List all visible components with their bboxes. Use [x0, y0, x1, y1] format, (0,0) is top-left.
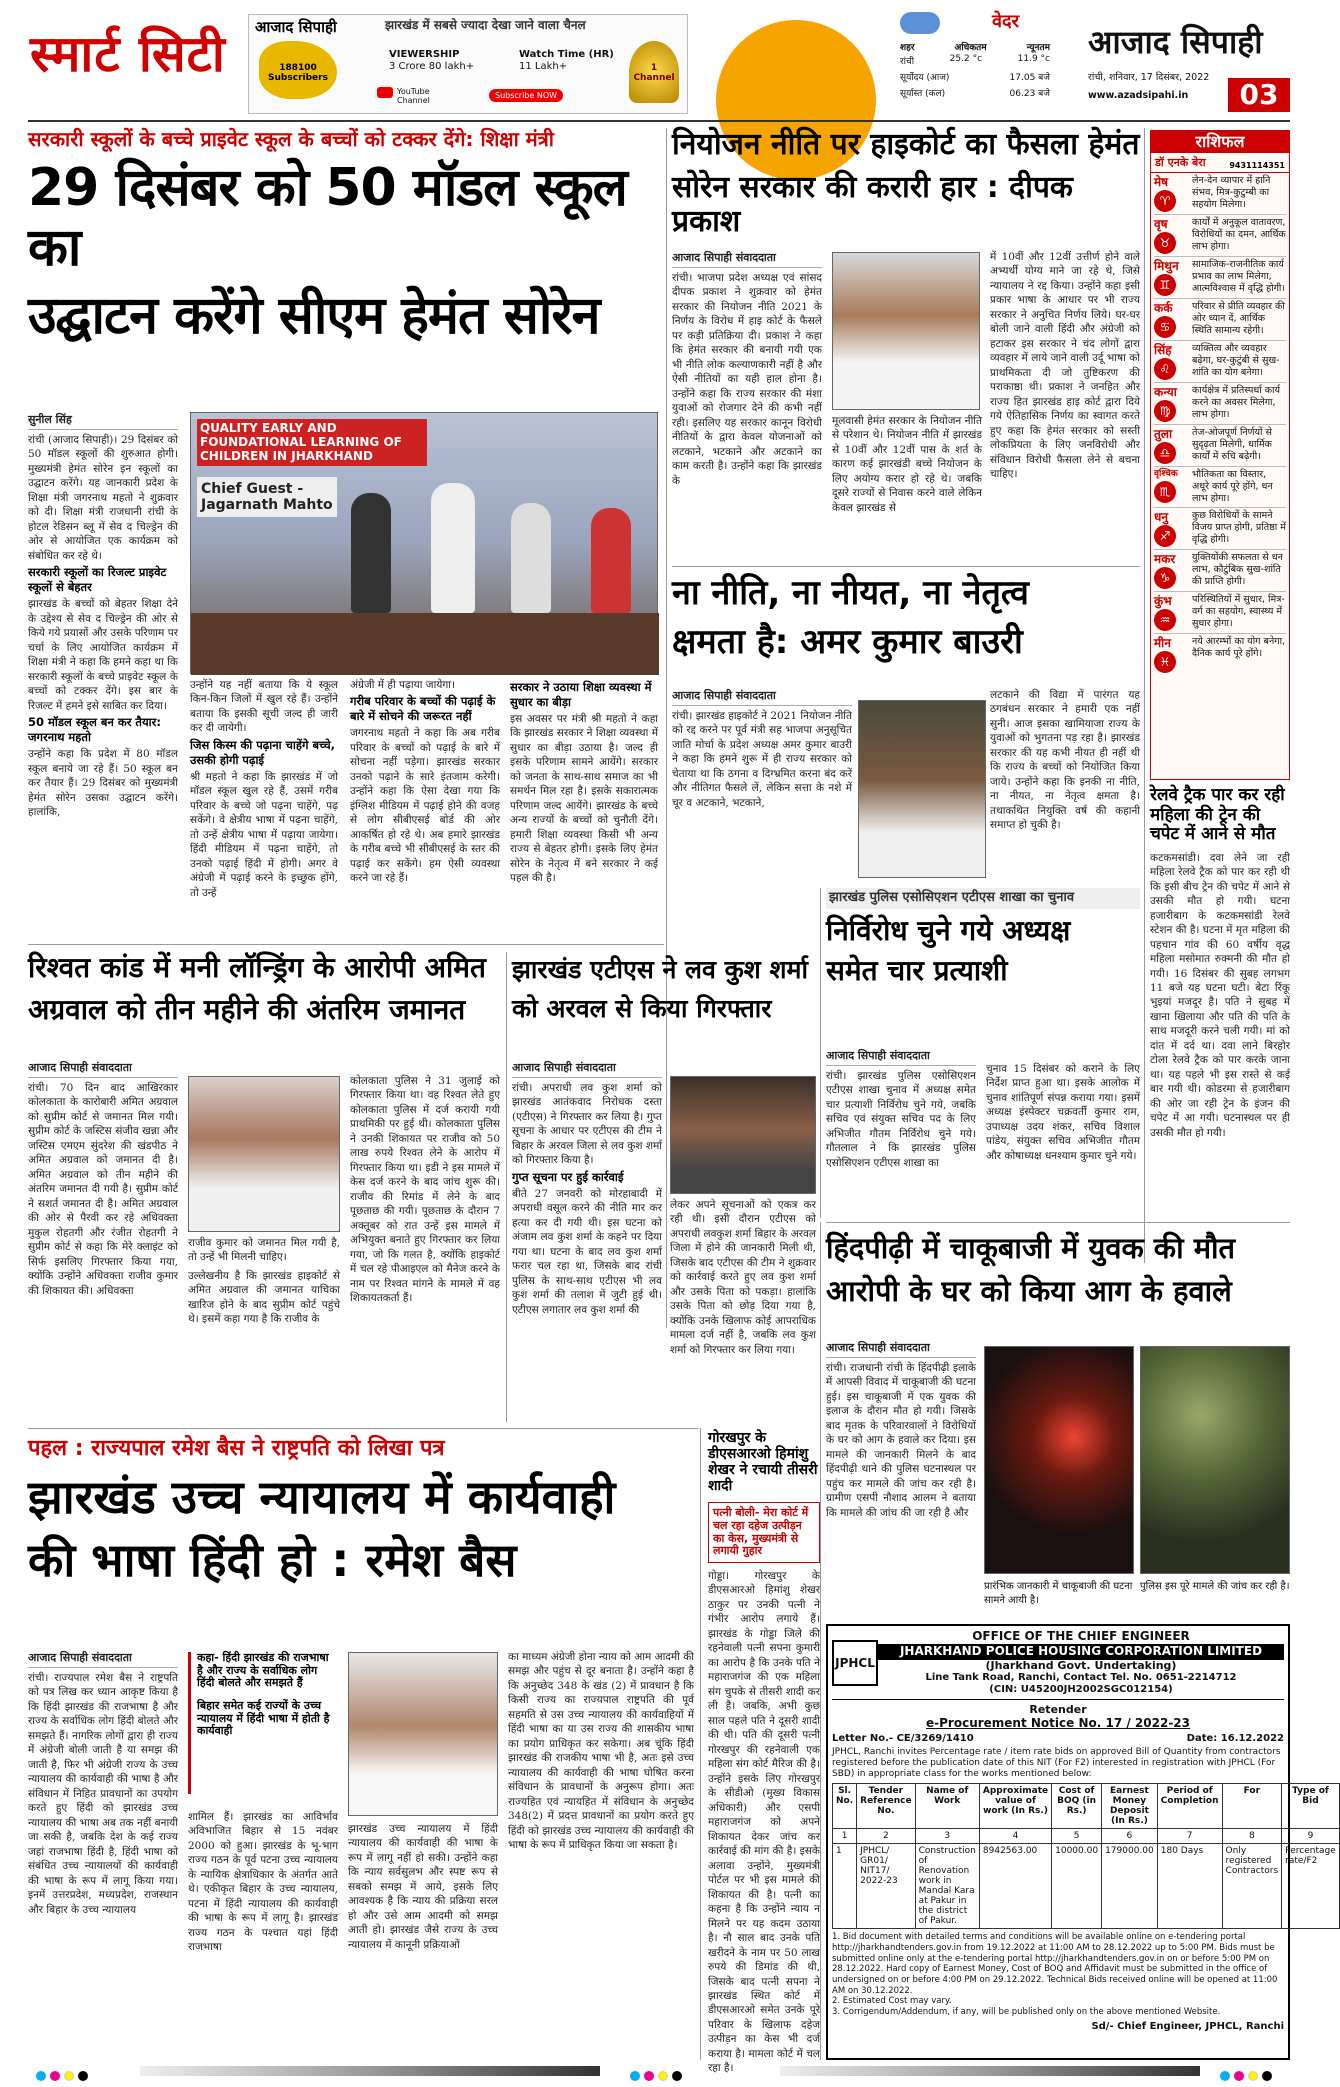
rashi-text: परिस्थितियों में सुधार, मित्र-वर्ग का सहयोग, स्वास्थ्य में सुधार होगा। [1192, 594, 1285, 629]
language-col-4 [508, 1650, 694, 2060]
libra-icon: ♎ [1154, 442, 1176, 464]
lead-col1-text: रांची (आजाद सिपाही)। 29 दिसंबर को 50 मॉडल स्कूलों की शुरुआत होगी। मुख्यमंत्री हेमंत सोरेन इन स्कूलों का उद्घाटन करेंगे। यह जानकारी प्रदेश के शिक्षा मंत्री जगरनाथ महतो ने शुक्रवार को दी। शिक्षा मंत्री राजधानी रांची के होटल रेडिसन ब्लू में सेव द चिल्ड्रेन की ओर से आयोजित एक कार्यक्रम को संबोधित कर रहे थे। [28, 434, 178, 562]
masthead [0, 0, 1325, 122]
tender-th: Cost of BOQ (in Rs.) [1052, 1784, 1102, 1829]
rashi-name: कर्क [1154, 301, 1173, 316]
gorakhpur-body: गोड्डा। गोरखपुर के डीएसआरओ हिमांशु शेखर ठाकुर पर उनकी पत्नी ने गंभीर आरोप लगाये हैं। झारखंड के गोड्डा जिले की रहनेवाली पत्नी सपना कुमारी का आरोप है कि उनके पति ने महाराजगंज की एक महिला संग चुपके से तीसरी शादी कर ली है। जबकि, अभी कुछ साल पहले पति ने दूसरी शादी की थी। पति की दूसरी पत्नी गोरखपुर की रहनेवाली एक महिला संग कोर्ट मैरिज की है। उन्होंने इसके लिए गोरखपुर के सीडीओ (मुख्य विकास अधिकारी) और एसपी महाराजगंज को अपने शिकायत देकर जांच कर कार्रवाई की मांग की है। इसके अलावा उन्होंने, मुख्यमंत्री पोर्टल पर भी इस मामले की शिकायत की है। पत्नी का कहना है कि उन्होंने न्याय न मिलने पर यह कदम उठाया है। नौ साल बाद उनके पति खरीदने के नाम पर 50 लाख रुपये की डिमांड की थी, जिसके बाद पत्नी सपना ने झारखंड स्थित कोर्ट में डीएसआरओ समेत उनके पूरे परिवार के खिलाफ दहेज उत्पीड़न का केस भी दर्ज कराया है। मामला कोर्ट में चल रहा है। [708, 1569, 820, 2075]
registration-marks-left [36, 2066, 92, 2085]
rashi-row [1154, 341, 1286, 383]
watch-time-label: Watch Time (HR) [519, 49, 614, 60]
rashi-name: वृश्चिक [1154, 469, 1178, 480]
rashifal-box [1150, 130, 1290, 780]
banner-text: QUALITY EARLY AND FOUNDATIONAL LEARNING OF CHILDREN IN JHARKHAND [197, 419, 427, 466]
tender-note-1: 1. Bid document with detailed terms and conditions will be available online on e-tendering portal http://jharkhandtenders.gov.in from 19.12.2022 at 11:00 AM to 28.12.2022 up to 5:00 PM. Bids must be submitted online only at the e-tendering portal http://jharkhandtenders.gov.in on or before 5:00 PM on 28.12.2022. Hard copy of Earnest Money, Cost of BOQ and Affidavit must be submitted in the office of undersigned on or before 4:00 PM on 29.12.2022. Technical Bids received online will be opened at 11:00 AM on 30.12.2022. [832, 1932, 1278, 1996]
lead-subhead-2: 50 मॉडल स्कूल बन कर तैयार: जगरनाथ महतो [28, 715, 161, 745]
rashi-name: मेष [1154, 175, 1169, 190]
tender-th: Earnest Money Deposit (In Rs.) [1102, 1784, 1158, 1829]
rashi-row [1154, 257, 1286, 299]
lead-subhead-3: जिस किस्म की पढ़ाना चाहेंगे बच्चे, उसकी होगी पढ़ाई [190, 737, 336, 767]
lead-event-photo [190, 412, 658, 674]
bauri-col1-text: रांची। झारखंड हाइकोर्ट ने 2021 नियोजन नीति को रद्द करने पर पूर्व मंत्री सह भाजपा अनुसूचित जाति मोर्चा के प्रदेश अध्यक्ष अमर कुमार बाउरी ने कहा कि हमने शुरू में ही राज्य सरकार को चेताया था कि ठगना व दिग्भ्रमित करना बंद करें और नीतिगत फैसले लें, लेकिन सत्ता के नशे में चूर व अटकाने, भटकाने, [672, 710, 852, 809]
tender-address: Line Tank Road, Ranchi, Contact Tel. No. 0651-2214712 [925, 1672, 1237, 1684]
tender-date: Date: 16.12.2022 [1186, 1732, 1284, 1744]
viewership-label: VIEWERSHIP [389, 49, 460, 60]
bauri-col-1 [672, 688, 852, 878]
language-col-1 [28, 1650, 178, 2060]
tender-th: Sl. No. [833, 1784, 857, 1829]
bauri-col2-text: लटकाने की विद्या में पारंगत यह ठगबंधन सरकार ने हमारी एक नहीं सुनी। आज इसका खामियाजा राज्य के युवाओं को भुगतना पड़ रहा है। झारखंड सरकार की यह कभी नीयत ही नहीं थी कि राज्य के बच्चों को नियोजित किया जाये। उन्होंने कहा कि इनकी ना नीति, ना नीयत, ना नेतृत्व क्षमता है। तथाकथित नियुक्ति वर्ष की कहानी समाप्त हो चुकी है। [990, 689, 1140, 832]
rashi-name: सिंह [1154, 343, 1172, 358]
lead-col1c-text: उन्होंने कहा कि प्रदेश में 80 मॉडल स्कूल बनाये जा रहे हैं। 50 स्कूल बन कर तैयार हैं। 29 दिसंबर को मुख्यमंत्री हेमंत सोरेन उसका उद्घाटन करेंगे। हालांकि, [28, 748, 178, 819]
rishwat-col3-text: कोलकाता पुलिस ने 31 जुलाई को गिरफ्तार किया था। वह रिश्वत लेते हुए कोलकाता पुलिस में दर्ज करायी गयी प्राथमिकी पर हुई थी। कोलकाता पुलिस ने उनकी शिकायत पर राजीव को 50 लाख रुपये रिश्वत लेने के आरोप में गिरफ्तार किया था। इडी ने इस मामले में केस दर्ज करने के बाद जांच शुरू की। राजीव की रिमांड में लेने के बाद पूछताछ की गयी। पूछताछ के दौरान 7 अक्तूबर को रात उन्हें इस मामले में अभियुक्त बनाते हुए गिरफ्तार कर लिया गया, जो कि गलत है, क्योंकि हाइकोर्ट में चल रहे पीआइएल को मैनेज करने के नाम पर रिश्वत मांगने के मामले में वह शिकायतकर्ता हैं। [350, 1075, 500, 1305]
lead-col-2 [190, 678, 338, 938]
ats-col-2 [670, 1198, 816, 1422]
niyojan-col-3 [990, 250, 1140, 562]
stabbing-caption-2: पुलिस इस पूरे मामले की जांच कर रही है। [1140, 1581, 1290, 1592]
weather-header-max: अधिकतम [954, 43, 987, 53]
tender-cell: Only registered Contractors [1222, 1844, 1282, 1929]
stabbing-story [826, 1232, 1290, 1309]
gorakhpur-headline: गोरखपुर के डीएसआरओ हिमांशु शेखर ने रचायी तीसरी शादी [708, 1430, 818, 1495]
tender-th: Period of Completion [1157, 1784, 1222, 1829]
lead-col3-text: अंग्रेजी में ही पढ़ाया जायेगा। [350, 679, 455, 691]
niyojan-col-2 [832, 414, 982, 562]
tender-col-number: 5 [1052, 1829, 1102, 1844]
rashi-text: परिवार से प्रीति व्यवहार की ओर ध्यान दें, आर्थिक स्थिति सामान्य रहेगी। [1192, 301, 1285, 337]
sagittarius-icon: ♐ [1154, 525, 1176, 547]
police-assoc-headline-1: निर्विरोध चुने गये अध्यक्ष [826, 913, 1071, 947]
tender-cell: Percentage rate/F2 [1282, 1844, 1340, 1929]
lead-subhead-5: सरकार ने उठाया शिक्षा व्यवस्था में सुधार का बीड़ा [510, 680, 652, 709]
tender-cell: 8942563.00 [979, 1844, 1051, 1929]
tender-table [832, 1783, 1340, 1929]
language-quote-box [188, 1652, 338, 1794]
tender-notice-no: e-Procurement Notice No. 17 / 2022-23 [926, 1715, 1190, 1730]
police-assoc-headline-2: समेत चार प्रत्याशी [826, 954, 1008, 988]
lead-headline-2: उद्घाटन करेंगे सीएम हेमंत सोरेन [28, 285, 600, 346]
police-assoc-kicker: झारखंड पुलिस एसोसिएशन एटीएस शाखा का चुनाव [826, 888, 1140, 909]
weather-min: 11.9 °c [1017, 54, 1050, 64]
language-quote-2: बिहार समेत कई राज्यों के उच्च न्यायालय में हिंदी भाषा में होती है कार्यवाही [197, 1698, 330, 1738]
lead-kicker: सरकारी स्कूलों के बच्चे प्राइवेट स्कूल के बच्चों को टक्कर देंगे: शिक्षा मंत्री [28, 127, 554, 151]
niyojan-headline-1: नियोजन नीति पर हाइकोर्ट का फैसला हेमंत [672, 127, 1140, 162]
gorakhpur-box: पत्नी बोली- मेरा कोर्ट में चल रहा दहेज उत्पीड़न का केस, मुख्यमंत्री से लगायी गुहार [708, 1502, 820, 1563]
language-col-3 [348, 1822, 498, 2060]
weather-header-min: न्यूनतम [1026, 43, 1050, 53]
channel-tagline: झारखंड में सबसे ज्यादा देखा जाने वाला चैनल [385, 18, 586, 32]
watch-time-value: 11 Lakh+ [519, 60, 568, 72]
railway-headline: रेलवे ट्रैक पार कर रही महिला की ट्रेन की चपेट में आने से मौत [1150, 785, 1285, 845]
rishwat-headline-1: रिश्वत कांड में मनी लॉन्ड्रिंग के आरोपी अमित [28, 951, 486, 984]
lead-byline: सुनील सिंह [28, 412, 178, 430]
rashi-name: धनु [1154, 510, 1169, 525]
rashi-text: भौतिकता का विस्तार, अधूरे कार्य पूरे होंगे, धन लाभ होगा। [1192, 469, 1273, 505]
fire-photo [984, 1346, 1134, 1574]
pisces-icon: ♓ [1154, 651, 1176, 673]
rashifal-list [1151, 173, 1289, 675]
rashi-name: वृष [1154, 217, 1168, 232]
rashi-text: कार्यों में अनुकूल वातावरण, विरोधियों का दमन, आर्थिक लाभ होगा। [1192, 217, 1286, 253]
weather-cloud-icon [900, 12, 940, 34]
language-kicker: राज्यपाल रमेश बैस ने राष्ट्रपति को लिखा पत्र [91, 1436, 445, 1461]
weather-title: वेदर [992, 11, 1019, 32]
youtube-label: YouTube Channel [397, 87, 430, 105]
section-title: स्मार्ट सिटी [30, 25, 226, 83]
weather-max: 25.2 °c [949, 54, 983, 64]
rashi-row [1154, 173, 1286, 215]
rashi-text: लेन-देन व्यापार में हानि संभव, मित्र-कुटुम्बी का सहयोग मिलेगा। [1192, 175, 1271, 211]
rashi-row [1154, 425, 1286, 467]
lead-col2b-text: श्री महतो ने कहा कि झारखंड में जो मॉडल स्कूल खुल रहे हैं, उसमें गरीब परिवार के बच्चे जो पढ़ना चाहेंगे, पढ़ सकेंगे। वे क्षेत्रीय भाषा में पढ़ना चाहेंगे, तो उन्हें क्षेत्रीय भाषा में पढ़ाया जायेगा। हिंदी मीडियम में पढ़ना चाहेंगे, तो उनको पढ़ाई हिंदी में होगी। अगर वे अंग्रेजी में पढ़ाई करने के इच्छुक होंगे, तो उन्हें [190, 770, 338, 899]
language-kicker-label: पहल : [28, 1436, 84, 1461]
stabbing-byline: आजाद सिपाही संवाददाता [826, 1340, 976, 1358]
aries-icon: ♈ [1154, 190, 1176, 212]
cancer-icon: ♋ [1154, 316, 1176, 338]
leo-icon: ♌ [1154, 358, 1176, 380]
weather-city: रांची [900, 57, 915, 67]
tender-col-number: 9 [1282, 1829, 1340, 1844]
lead-col-3 [350, 678, 500, 938]
tender-govt: (Jharkhand Govt. Undertaking) [985, 1658, 1177, 1672]
sunrise-time: 17.05 बजे [1009, 73, 1050, 83]
language-col2-text: शामिल हैं। झारखंड का आविर्भाव अविभाजित बिहार से 15 नवंबर 2000 को हुआ। झारखंड के भू-भाग राज्य गठन के पूर्व पटना उच्च न्यायालय के न्यायिक क्षेत्राधिकार के अंतर्गत आते थे। एकीकृत बिहार के उच्च न्यायालय, पटना में हिंदी न्यायालय की कार्यवाही की भाषा के रूप में लागू है। झारखंड राज्य गठन के पश्चात यहां हिंदी राजभाषा [188, 1811, 338, 1954]
police-assoc-col1-text: रांची। झारखंड पुलिस एसोसिएशन एटीएस शाखा चुनाव में अध्यक्ष समेत चार प्रत्याशी निर्विरोध चुने गये, जबकि सचिव एवं संयुक्त सचिव पद के लिए अभिजीत गौतम निर्विरोध चुने गये। गौतलाल ने कि झारखंड पुलिस एसोसिएशन एटीएस शाखा का [826, 1070, 976, 1169]
ats-col2-text: लेकर अपने सूचनाओं को एकत्र कर रही थी। इसी दौरान एटीएस को अपराधी लवकुश शर्मा बिहार के अरवल जिला में होने की जानकारी मिली थी, जिसके बाद एटीएस की टीम ने शुक्रवार को कार्रवाई करते हुए लव कुश शर्मा और उसके पिता को पकड़ा। हालांकि उसके पिता को छोड़ दिया गया है, क्योंकि उनके खिलाफ कोई आपराधिक मामला दर्ज नहीं है, जबकि लव कुश शर्मा को गिरफ्तार कर लिया गया। [670, 1199, 816, 1356]
niyojan-headline-2: सोरेन सरकार की करारी हार : दीपक प्रकाश [672, 169, 1073, 239]
tender-signature: Sd/- Chief Engineer, JPHCL, Ranchi [1091, 2021, 1284, 2033]
stabbing-col1-text: रांची। राजधानी रांची के हिंदपीढ़ी इलाके में आपसी विवाद में चाकूबाजी की घटना हुई। इस चाकूबाजी में एक युवक की इलाज के दौरान मौत हो गयी। जिसके बाद मृतक के परिवारवालों ने विरोधियों के घर को आग के हवाले कर दिया। इस मामले की जानकारी मिलने के बाद हिंदपीढ़ी थाने की पुलिस घटनास्थल पर पहुंच कर मामले की जांच कर रही है। ग्रामीण एसपी नौशाद आलम ने बताया कि मामले की जांच की जा रही है और [826, 1362, 976, 1519]
police-assoc-col-1 [826, 1048, 976, 1218]
railway-story [1150, 786, 1290, 1261]
tree-photo [1140, 1346, 1290, 1574]
language-col-2 [188, 1810, 338, 2060]
rashi-row [1154, 467, 1286, 508]
gemini-icon: ♊ [1154, 274, 1176, 296]
tender-cell: 179000.00 [1102, 1844, 1158, 1929]
lead-col1b-text: झारखंड के बच्चों को बेहतर शिक्षा देने के उद्देश्य से सेव द चिल्ड्रेन की ओर से किये गये प्रयासों और उसके परिणाम पर चर्चा के लिए आयोजित कार्यक्रम में शिक्षा मंत्री ने कहा कि हमने कहा था कि सरकारी स्कूलों के बच्चे प्राइवेट स्कूल के बच्चों को टक्कर देंगे। इस बार के रिजल्ट में हमने इसे साबित कर दिया। [28, 598, 178, 712]
lead-col2-text: उन्होंने यह नहीं बताया कि ये स्कूल किन-किन जिलों में खुल रहे हैं। उन्होंने बताया कि इसकी सूची जल्द ही जारी कर दी जायेगी। [190, 679, 338, 735]
watch-time-stat [519, 49, 614, 73]
ats-col1-text: रांची। अपराधी लव कुश शर्मा को झारखंड आतंकवाद निरोधक दस्ता (एटीएस) ने गिरफ्तार कर लिया है। गुप्त सूचना के आधार पर एटीएस की टीम ने बिहार के अरवल जिला से लव कुश शर्मा को गिरफ्तार किया है। [512, 1082, 662, 1167]
rashi-name: तुला [1154, 427, 1173, 442]
amit-agrawal-photo [188, 1076, 340, 1232]
bauri-story [672, 574, 1140, 662]
channel-promo [248, 14, 688, 114]
tender-th: Approximate value of work (In Rs.) [979, 1784, 1051, 1829]
sunset-time: 06.23 बजे [1009, 89, 1050, 99]
banner-chief: Chief Guest - Jagarnath Mahto [197, 477, 337, 517]
police-assoc-col-2 [986, 1062, 1140, 1218]
weather-box [900, 12, 1052, 112]
rashi-row [1154, 508, 1286, 550]
rishwat-story [28, 952, 506, 1026]
registration-marks-center [630, 2066, 686, 2085]
grey-scale-bar-right [780, 2066, 1200, 2076]
tender-intro: JPHCL, Ranchi invites Percentage rate / item rate bids on approved Bill of Quantity from contractors registered before the publication date of this NIT (For F2) interested in registration with JPHCL (For SBD) in appropriate class for the works mentioned below: [832, 1746, 1281, 1780]
ats-col1b-text: बीते 27 जनवरी को मोरहाबादी में अपराधी वसूल करने की नीति मार कर हत्या कर दी गयी थी। इस घटना को अंजाम लव कुश शर्मा के कहने पर दिया गया था। घटना के बाद लव कुश शर्मा फरार चल रहा था, जिसके बाद रांची पुलिस के साथ-साथ एटीएस भी लव कुश शर्मा की तलाश में जुटी हुई थी। एटीएस लगातार लव कुश शर्मा की [512, 1187, 662, 1316]
amar-bauri-photo [858, 700, 986, 878]
viewership-stat [389, 49, 474, 73]
lead-headline-1: 29 दिसंबर को 50 मॉडल स्कूल का [28, 158, 627, 278]
weather-header-city: शहर [900, 43, 915, 53]
stabbing-headline-1: हिंदपीढ़ी में चाकूबाजी में युवक की मौत [826, 1231, 1236, 1265]
tender-cell: 180 Days [1157, 1844, 1222, 1929]
tender-th: For [1222, 1784, 1282, 1829]
viewership-value: 3 Crore 80 lakh+ [389, 60, 475, 72]
taurus-icon: ♉ [1154, 232, 1176, 254]
youtube-icon [377, 87, 393, 98]
tender-cin: (CIN: U45200JH2002SGC012154) [989, 1683, 1173, 1695]
tender-letter-no: Letter No.- CE/3269/1410 [832, 1732, 974, 1744]
niyojan-col2-text: मूलवासी हेमंत सरकार के नियोजन नीति से परेशान थे। नियोजन नीति में झारखंड से 10वीं और 12वीं पास के शर्त के कारण कई झारखंडी बच्चे नियोजन के लिए अयोग्य करार हो रहे थे। जबकि दूसरे राज्यों से निवास करने वाले लेकिन केवल झारखंड से [832, 415, 982, 514]
rishwat-col2b-text: उल्लेखनीय है कि झारखंड हाइकोर्ट से अमित अग्रवाल की जमानत याचिका खारिज होने के बाद सुप्रीम कोर्ट पहुंचे थे। इसमें कहा गया है कि राजीव के [188, 1269, 340, 1326]
niyojan-col1-text: रांची। भाजपा प्रदेश अध्यक्ष एवं सांसद दीपक प्रकाश ने शुक्रवार को हेमंत सरकार की नियोजन नीति 2021 के निर्णय के विरोध में हाइ कोर्ट के फैसले पर कड़ी प्रतिक्रिया दी। प्रकाश ने कहा कि हेमंत सरकार की बनायी गयी एक भी नीति लोक कल्याणकारी नहीं है और ऐसी नीतियों का यही हाल होना है। उन्होंने कहा कि राज्य सरकार की मंशा युवाओं को रोजगार देने की कभी नहीं रही। इसलिए यह सरकार कानून विरोधी नीतियों के द्वारा केवल योजनाओं को लटकाने, भटकाने और अटकाने का काम करती है। उन्होंने कहा कि झारखंड के [672, 272, 822, 487]
police-assoc-col2-text: चुनाव 15 दिसंबर को कराने के लिए निर्देश प्राप्त हुआ था। इसके आलोक में चुनाव शांतिपूर्ण संपन्न कराया गया। इसमें अध्यक्ष इंस्पेक्टर चक्रवर्ती कुमार राम, उपाध्यक्ष उदय शंकर, सचिव विशाल पांडेय, संयुक्त सचिव अभिजीत गौतम और कोषाध्यक्ष धनश्याम कुमार चुने गये। [986, 1063, 1140, 1162]
lead-col4-text: इस अवसर पर मंत्री श्री महतो ने कहा कि झारखंड सरकार ने शिक्षा व्यवस्था में सुधार का बीड़ा उठाया है। जल्द ही इसके परिणाम सामने आयेंगे। सरकार को जनता के साथ-साथ समाज का भी समर्थन मिल रहा है। इसके सकारात्मक परिणाम जल्द आयेंगे। झारखंड के बच्चे अन्य राज्यों के बच्चों को चुनौती देंगे। हमारी शिक्षा व्यवस्था किसी भी अन्य राज्य से बेहतर होगी। इसके लिए हेमंत सोरेन के नेतृत्व में बने सरकार ने कई पहल की है। [510, 713, 658, 885]
rashi-text: कुछ विरोधियों के सामने विजय प्राप्त होगी, प्रतिष्ठा में वृद्धि होगी। [1192, 510, 1286, 545]
language-col1-text: रांची। राज्यपाल रमेश बैस ने राष्ट्रपति को पत्र लिख कर ध्यान आकृष्ट किया है कि हिंदी झारखंड की राजभाषा है और राज्य के सर्वाधिक लोग हिंदी बोलते और समझते हैं। नागरिक लोगों द्वारा ही राज्य में अंग्रेजी बोली जाती है या समझ की जाती है, फिर भी अंग्रेजी राज्य के उच्च न्यायालय की कार्यवाही की भाषा है और संविधान में निहित प्रावधानों का उपयोग करते हुए हिंदी को झारखंड उच्च न्यायालय की भाषा अब तक नहीं बनायी जा सकी है, जबकि देश के कई राज्य जहां राजभाषा हिंदी है, हिंदी भाषा को संबंधित उच्च न्यायालयों की कार्यवाही की भाषा के रूप में लागू किया गया। इनमें उत्तरप्रदेश, मध्यप्रदेश, राजस्थान और बिहार के उच्च न्यायालय [28, 1672, 178, 1916]
language-headline-1: झारखंड उच्च न्यायालय में कार्यवाही [28, 1470, 616, 1525]
bauri-byline: आजाद सिपाही संवाददाता [672, 688, 852, 706]
lead-col-1 [28, 412, 178, 937]
tender-col-number: 1 [833, 1829, 857, 1844]
page-number: 03 [1228, 78, 1290, 112]
rashi-name: मकर [1154, 552, 1176, 567]
tender-cell: Construction of Renovation work in Mandal Kara at Pakur in the district of Pakur. [915, 1844, 979, 1929]
gorakhpur-story [708, 1430, 820, 2075]
rishwat-col1-text: रांची। 70 दिन बाद आखिरकार कोलकाता के कारोबारी अमित अग्रवाल को सुप्रीम कोर्ट से जमानत मिल गयी। सुप्रीम कोर्ट के जस्टिस संजीव खन्ना और जस्टिस एमएम सुंदरेश की खंडपीठ ने अमित अग्रवाल को जमानत दी है। अमित अग्रवाल को तीन महीने की अंतरिम जमानत दी गयी है। सुप्रीम कोर्ट ने सशर्त जमानत दी है। अमित अग्रवाल की ओर से पैरवी कर रहे अधिवक्ता मुकुल रोहतगी और रंजीत रोहतगी ने सुप्रीम कोर्ट से कहा कि मेरे क्लाइंट को सिर्फ इसलिए गिरफ्तार किया गया, क्योंकि उन्होंने अधिवक्ता राजीव कुमार की शिकायत की। अधिवक्ता [28, 1082, 178, 1297]
lead-subhead-1: सरकारी स्कूलों का रिजल्ट प्राइवेट स्कूलों से बेहतर [28, 565, 167, 595]
rashi-name: मीन [1154, 636, 1171, 651]
registration-marks-right [1220, 2066, 1276, 2085]
lead-col3b-text: जगरनाथ महतो ने कहा कि अब गरीब परिवार के बच्चों को पढ़ाई के बारे में सोचना नहीं पड़ेगा। झारखंड सरकार उनको पढ़ाने के सारे इंतजाम करेगी। उन्होंने कहा कि ऐसा देखा गया कि इंग्लिश मीडियम में पढ़ाई होने की वजह से लोग सीबीएसई बोर्ड की ओर आकर्षित हो रहे थे। अब हमारे झारखंड के गरीब बच्चे भी सीबीएसई के स्तर की पढ़ाई कर सकेंगे। हम ऐसी व्यवस्था करने जा रहे हैं। [350, 727, 500, 885]
tender-th: Name of Work [915, 1784, 979, 1829]
tender-note-2: 2. Estimated Cost may vary. [832, 1996, 952, 2007]
rashi-text: कार्यक्षेत्र में प्रतिस्पर्धा कार्य करने का अवसर मिलेगा, लाभ होगा। [1192, 385, 1281, 421]
police-assoc-byline: आजाद सिपाही संवाददाता [826, 1048, 976, 1066]
niyojan-byline: आजाद सिपाही संवाददाता [672, 250, 822, 268]
tender-th: Type of Bid [1282, 1784, 1340, 1829]
rishwat-col-3 [350, 1074, 500, 1422]
rashi-row [1154, 592, 1286, 634]
tender-notice [826, 1624, 1336, 2060]
rashi-row [1154, 299, 1286, 341]
rashi-text: व्यक्तित्व और व्यवहार बढ़ेगा, घर-कुटुंबी से सुख-शांति का योग बनेगा। [1192, 343, 1280, 379]
language-col3-text: झारखंड उच्च न्यायालय में हिंदी न्यायालय की कार्यवाही की भाषा के रूप में लागू नहीं हो सकी। उन्होंने कहा कि न्याय सर्वसुलभ और स्पष्ट रूप से सबको समझ में आये, इसके लिए आवश्यक है कि न्याय की प्रक्रिया सरल हो और उसे आम आदमी को समझ आती हो। झारखंड जैसे राज्य के उच्च न्यायालय में कानूनी प्रक्रियाओं [348, 1823, 498, 1951]
tender-col-number: 7 [1157, 1829, 1222, 1844]
ats-col-1 [512, 1060, 662, 1422]
rashi-row [1154, 383, 1286, 425]
niyojan-col3-text: में 10वीं और 12वीं उत्तीर्ण होने वाले अभ्यर्थी योग्य माने जा रहे थे, जिसे न्यायालय ने रद्द किया। उन्होंने कहा इसी प्रकार भाषा के आधार पर भी राज्य सरकार ने अनुचित निर्णय लिये। घर-घर बोली जाने वाली हिंदी और अंग्रेजी को हटाकर इस सरकार ने चंद लोगों द्वारा व्यवहार में लाये जाने वाली उर्दू भाषा को प्राथमिकता दी जो तुष्टिकरण की पराकाष्ठा थी। प्रकाश ने जनहित और राज्य हित झारखंड हाइ कोर्ट द्वारा दिये गये ऐतिहासिक निर्णय का स्वागत करते हुए कहा कि हेमंत सरकार को सस्ती लोकप्रियता के लिए जनविरोधी और संविधान विरोधी फैसला लेने से बचना चाहिए। [990, 251, 1140, 481]
rishwat-col-1 [28, 1060, 178, 1422]
language-byline: आजाद सिपाही संवाददाता [28, 1650, 178, 1668]
tender-office: OFFICE OF THE CHIEF ENGINEER [972, 1629, 1190, 1643]
rishwat-byline: आजाद सिपाही संवाददाता [28, 1060, 178, 1078]
website: www.azadsipahi.in [1088, 90, 1189, 101]
stabbing-headline-2: आरोपी के घर को किया आग के हवाले [826, 1274, 1232, 1309]
rashi-text: नये आरम्भों का योग बनेगा, दैनिक कार्य पूरे होंगे। [1192, 636, 1286, 659]
rashi-row [1154, 634, 1286, 675]
rashifal-author: डॉ एनके बेरा [1155, 156, 1206, 170]
tender-col-number: 6 [1102, 1829, 1158, 1844]
aquarius-icon: ♒ [1154, 609, 1176, 631]
tender-cell: JPHCL/ GR01/ NIT17/ 2022-23 [857, 1844, 915, 1929]
rashifal-phone: 9431114351 [1229, 161, 1285, 171]
language-col4-text: का माध्यम अंग्रेजी होना न्याय को आम आदमी की समझ और पहुंच से दूर बनाता है। उन्होंने कहा है कि अनुच्छेद 348 के खंड (2) में प्रावधान है कि किसी राज्य का राज्यपाल राष्ट्रपति की पूर्व सहमति से उस उच्च न्यायालय की कार्यवाहियों में हिंदी भाषा का या उस राज्य की शासकीय भाषा का प्रयोग प्राधिकृत कर सकेगा। अब चूंकि हिंदी झारखंड की राजकीय भाषा भी है, अतः इसे उच्च न्यायालय की कार्यवाही की भाषा घोषित करना संविधान के प्रावधानों के अनुरूप होगा। अतः राज्यहित एवं न्यायहित में संविधान के अनुच्छेद 348(2) में प्रदत्त प्रावधानों का प्रयोग करते हुए हिंदी को झारखंड उच्च न्यायालय की कार्यवाही की भाषा के रूप में प्राधिकृत किया जा सकता है। [508, 1651, 694, 1852]
scorpio-icon: ♏ [1154, 481, 1176, 503]
tender-th: Tender Reference No. [857, 1784, 915, 1829]
rishwat-col2-text: राजीव कुमार को जमानत मिल गयी है, तो उन्हें भी मिलनी चाहिए। [188, 1237, 340, 1264]
ats-story [512, 956, 812, 1024]
rashi-text: सामाजिक-राजनीतिक कार्य प्रभाव का लाभ मिलेगा, आत्मविश्वास में वृद्धि होगी। [1192, 259, 1285, 295]
capricorn-icon: ♑ [1154, 567, 1176, 589]
ramesh-bais-photo [348, 1652, 498, 1816]
virgo-icon: ♍ [1154, 400, 1176, 422]
lead-subhead-4: गरीब परिवार के बच्चों की पढ़ाई के बारे में सोचने की जरूरत नहीं [350, 694, 496, 724]
sunset-label: सूर्यास्त (कल) [900, 89, 946, 99]
rashi-row [1154, 550, 1286, 592]
bauri-col-2 [990, 688, 1140, 878]
rashi-name: कुंभ [1154, 594, 1172, 609]
rashi-name: कन्या [1154, 385, 1177, 400]
tender-col-number: 3 [915, 1829, 979, 1844]
tender-cell: 1 [833, 1844, 857, 1929]
tender-col-number: 2 [857, 1829, 915, 1844]
bauri-headline-2: क्षमता है: अमर कुमार बाउरी [672, 622, 1023, 663]
tender-col-number: 8 [1222, 1829, 1282, 1844]
railway-body: कटकमसांडी। दवा लेने जा रही महिला रेलवे ट्रैक को पार कर रही थी कि इसी बीच ट्रेन की चपेट में आने से उसकी मौत हो गयी। घटना हजारीबाग के कटकमसांडी रेलवे स्टेशन की है। घटना में मृत महिला की पहचान गांव की 60 वर्षीय वृद्ध महिला मसोमात रुक्मनी की मौत हो गयी। 16 दिसंबर की सुबह लगभग 11 बजे यह घटना घटी। बेटा रिंकू भुइयां मजदूर है। पति ने सुबह में खाना खिलाया और पति की पति के साथ मजदूरी करने चली गयी। मां को दांत में दर्द था। दवा लाने बिरहोर टोला रेलवे ट्रैक को पार करके जाना था। यह पहले भी इस रास्ते से कई बार गयी थी। कोडरमा से हजारीबाग की ओर जा रही ट्रेन के इंजन की चपेट में आ गयी। घटनास्थल पर ही उसकी मौत हो गयी। [1150, 851, 1290, 1139]
bauri-headline-1: ना नीति, ना नीयत, ना नेतृत्व [672, 573, 1029, 613]
rashi-name: मिथुन [1154, 259, 1179, 274]
tender-cell: 10000.00 [1052, 1844, 1102, 1929]
dateline: रांची, शनिवार, 17 दिसंबर, 2022 [1088, 72, 1210, 83]
sun-logo-icon [696, 10, 896, 110]
rashi-text: युक्तियोंकी सफलता से धन लाभ, कौटुंबिक सुख-शांति की प्राप्ति होगी। [1192, 552, 1283, 587]
tender-org: JHARKHAND POLICE HOUSING CORPORATION LIMITED [878, 1644, 1284, 1660]
channel-name: आजाद सिपाही [255, 18, 337, 36]
jphcl-logo-icon: JPHCL [832, 1640, 878, 1686]
language-quote-1: कहा- हिंदी झारखंड की राजभाषा है और राज्य के सर्वाधिक लोग हिंदी बोलते और समझते हैं [197, 1651, 329, 1690]
deepak-prakash-photo [832, 252, 980, 410]
rishwat-col-2 [188, 1236, 340, 1422]
ats-headline-1: झारखंड एटीएस ने लव कुश शर्मा [512, 955, 808, 984]
niyojan-col-1 [672, 250, 822, 560]
lav-kush-photo [670, 1076, 816, 1194]
ats-byline: आजाद सिपाही संवाददाता [512, 1060, 662, 1078]
language-headline-2: की भाषा हिंदी हो : रमेश बैस [28, 1533, 517, 1588]
sunrise-label: सूर्योदय (आज) [900, 73, 950, 83]
tender-retender: Retender [1029, 1703, 1087, 1717]
subscribers-badge: 188100 Subscribers [268, 63, 328, 84]
tender-note-3: 3. Corrigendum/Addendum, if any, will be published only on the above mentioned Website. [832, 2006, 1221, 2017]
police-assoc-story [826, 888, 1140, 987]
lead-col-4 [510, 678, 658, 938]
table-row [833, 1844, 1340, 1929]
stabbing-caption-1: प्रारंभिक जानकारी में चाकूबाजी की घटना सामने आयी है। [984, 1581, 1133, 1606]
rank-badge: 1 Channel [633, 63, 675, 84]
ats-headline-2: को अरवल से किया गिरफ्तार [512, 993, 772, 1023]
ats-subhead-1: गुप्त सूचना पर हुई कार्रवाई [512, 1169, 624, 1184]
subscribe-button[interactable]: Subscribe NOW [489, 89, 563, 102]
rashi-row [1154, 215, 1286, 257]
stabbing-col-1 [826, 1340, 976, 1612]
rashifal-title: राशिफल [1151, 131, 1289, 153]
tender-col-number: 4 [979, 1829, 1051, 1844]
rishwat-headline-2: अग्रवाल को तीन महीने की अंतरिम जमानत [28, 993, 466, 1027]
grey-scale-bar [140, 2066, 600, 2076]
language-story [28, 1436, 698, 1587]
rashi-text: तेज-ओजपूर्ण निर्णयों से सुदृढ़ता मिलेगी, धार्मिक कार्यों में रुचि बढ़ेगी। [1192, 427, 1272, 463]
paper-name: आजाद सिपाही [1088, 23, 1263, 61]
